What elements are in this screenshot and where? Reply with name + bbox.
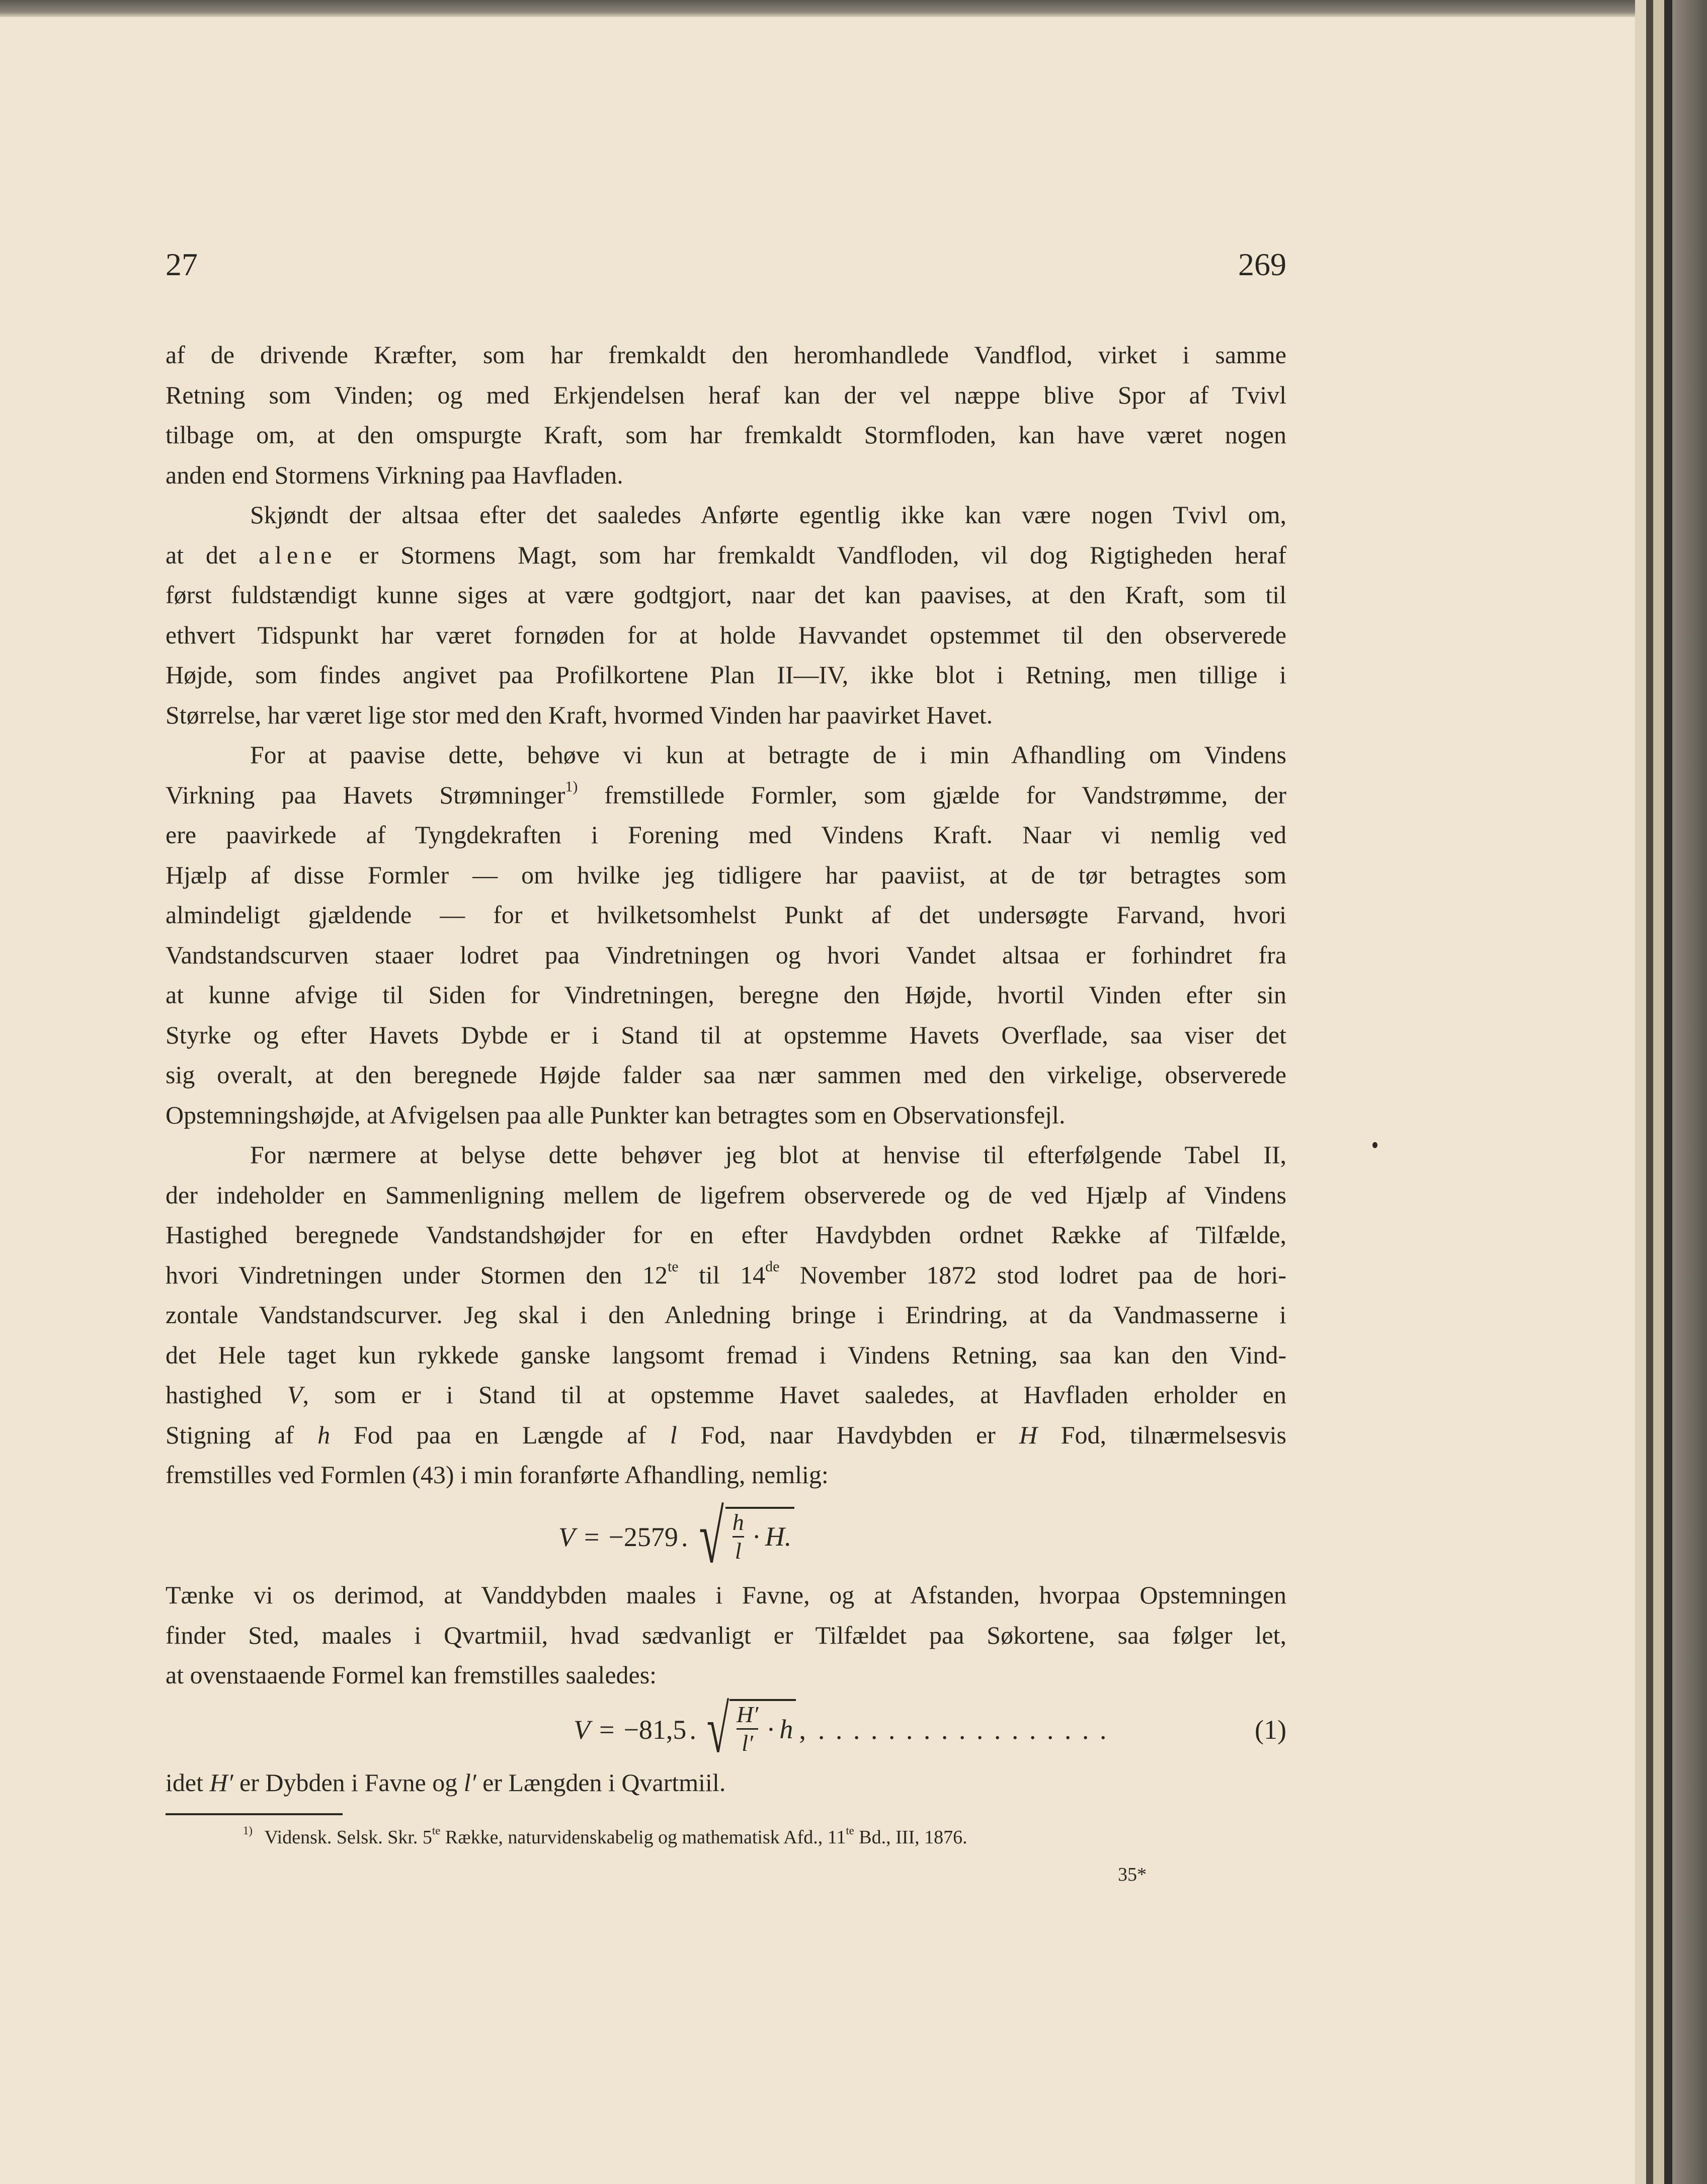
text-line: ethvert Tidspunkt har været fornøden for at holde Havvandet opstemmet til den observerede [166, 620, 1286, 649]
paragraph-6 [166, 1763, 1286, 1803]
formula-dot: . [681, 1522, 688, 1552]
square-root [691, 1495, 794, 1579]
fraction [733, 1509, 744, 1565]
footnote [243, 1825, 967, 1849]
text-line: at ovenstaaende Formel kan fremstilles saaledes: [166, 1661, 657, 1689]
text-line: at kunne afvige til Siden for Vindretningen, beregne den Højde, hvortil Vinden efter sin [166, 981, 1286, 1009]
formula-lhs: V [574, 1714, 590, 1745]
footnote-text: Bd., III, 1876. [854, 1827, 967, 1848]
text-segment: er Stormens Magt, som har fremkaldt Vandfloden, vil dog Rigtigheden heraf [337, 540, 1287, 569]
superscript: 1) [565, 778, 578, 795]
denominator: l [735, 1538, 742, 1564]
text-line: Størrelse, har været lige stor med den Kraft, hvormed Vinden har paavirket Havet. [166, 700, 993, 729]
text-segment: hastighed [166, 1381, 287, 1409]
book-top-edge [0, 0, 1707, 17]
formula-equals: = [599, 1714, 615, 1745]
formula-variable: H. [765, 1521, 792, 1552]
radical-sign-icon: √ [699, 1495, 724, 1579]
left-page-number: 27 [166, 247, 198, 282]
text-line: finder Sted, maales i Qvartmiil, hvad sædvanligt er Tilfældet paa Søkortene, saa følger let, [166, 1621, 1286, 1649]
times-sign: · [766, 1714, 776, 1744]
formula-variable: h [779, 1714, 793, 1744]
text-line [166, 1375, 1286, 1415]
text-segment: er Dybden i Favne og [233, 1768, 464, 1797]
paragraph-5 [166, 1575, 1286, 1695]
text-line [166, 775, 1286, 816]
footnote-text: Række, naturvidenskabelig og mathematisk Afd., 11 [440, 1827, 846, 1848]
dot-leader: . . . . . . . . . . . . . . . . . [818, 1714, 1109, 1745]
paragraph [166, 735, 1286, 1135]
numerator: h [732, 1509, 744, 1535]
text-segment: hvori Vindretningen under Stormen den 12 [166, 1260, 668, 1289]
text-line: sig overalt, at den beregnede Højde falder saa nær sammen med den virkelige, observerede [166, 1061, 1286, 1089]
text-segment: er Længden i Qvartmiil. [476, 1768, 726, 1797]
formula-coefficient: −81,5 [623, 1714, 687, 1745]
footnote-text: Vidensk. Selsk. Skr. 5 [264, 1827, 432, 1848]
footnote-superscript: te [846, 1824, 854, 1837]
footnote-superscript: te [432, 1824, 441, 1837]
text-line: anden end Stormens Virkning paa Havfladen. [166, 460, 623, 489]
numerator: H′ [737, 1702, 759, 1727]
text-line: ere paavirkede af Tyngdekraften i Forening med Vindens Kraft. Naar vi nemlig ved [166, 821, 1286, 849]
radicand [729, 1699, 796, 1757]
text-segment: November 1872 stod lodret paa de hori- [779, 1260, 1286, 1289]
math-variable: l [670, 1420, 677, 1449]
denominator: l′ [742, 1730, 754, 1756]
page-edge-strip [1672, 0, 1707, 2184]
text-line: Hjælp af disse Formler — om hvilke jeg tidligere har paaviist, at de tør betragtes som [166, 860, 1286, 889]
text-line: Højde, som findes angivet paa Profilkortene Plan II—IV, ikke blot i Retning, men tillige i [166, 661, 1286, 689]
paragraph [166, 335, 1286, 495]
formula-coefficient: −2579 [608, 1522, 678, 1552]
text-line: tilbage om, at den omspurgte Kraft, som har fremkaldt Stormfloden, kan have været nogen [166, 421, 1286, 449]
text-line: Tænke vi os derimod, at Vanddybden maales i Favne, og at Afstanden, hvorpaa Opstemningen [166, 1581, 1286, 1609]
text-segment: Stigning af [166, 1420, 318, 1449]
text-segment: Virkning paa Havets Strømninger [166, 780, 565, 809]
math-variable: V [287, 1381, 303, 1409]
math-variable: H [1019, 1420, 1037, 1449]
footnote-marker: 1) [243, 1824, 253, 1837]
math-variable: H′ [209, 1768, 233, 1797]
text-line: almindeligt gjældende — for et hvilketsomhelst Punkt af det undersøgte Farvand, hvori [166, 901, 1286, 929]
footnote-separator [166, 1813, 343, 1815]
body-text [166, 335, 1286, 1495]
text-line: For at paavise dette, behøve vi kun at betragte de i min Afhandling om Vindens [250, 741, 1286, 769]
text-line: først fuldstændigt kunne siges at være godtgjort, naar det kan paavises, at den Kraft, som til [166, 581, 1286, 609]
equation-number: (1) [1255, 1714, 1286, 1745]
text-segment: Fod, naar Havdybden er [677, 1420, 1019, 1449]
text-line: For nærmere at belyse dette behøver jeg blot at henvise til efterfølgende Tabel II, [250, 1141, 1286, 1169]
radical-sign-icon: √ [706, 1692, 729, 1767]
superscript: de [765, 1258, 780, 1275]
text-segment: alene [259, 540, 337, 569]
text-segment: at det [166, 540, 259, 569]
times-sign: · [752, 1521, 761, 1552]
text-segment: Fod, tilnærmelsesvis [1037, 1420, 1286, 1449]
text-line: Vandstandscurven staaer lodret paa Vindretningen og hvori Vandet altsaa er forhindret fra [166, 940, 1286, 969]
text-segment: Fod paa en Længde af [330, 1420, 670, 1449]
paragraph [166, 495, 1286, 735]
text-segment: fremstillede Formler, som gjælde for Vandstrømme, der [578, 780, 1286, 809]
text-line [166, 1415, 1286, 1455]
text-line: fremstilles ved Formlen (43) i min foranførte Afhandling, nemlig: [166, 1461, 829, 1489]
signature-mark: 35* [1118, 1864, 1147, 1885]
radicand [725, 1507, 794, 1565]
math-variable: l′ [463, 1768, 476, 1797]
ink-speck [1372, 1142, 1377, 1148]
formula-comma: , [799, 1714, 806, 1745]
paragraph [166, 1135, 1286, 1495]
text-segment: , som er i Stand til at opstemme Havet saaledes, at Havfladen erholder en [302, 1381, 1286, 1409]
superscript: te [667, 1258, 679, 1275]
text-line [166, 1255, 1286, 1296]
text-line: Hastighed beregnede Vandstandshøjder for en efter Havdybden ordnet Række af Tilfælde, [166, 1221, 1286, 1249]
math-variable: h [317, 1420, 331, 1449]
text-line: Retning som Vinden; og med Erkjendelsen heraf kan der vel næppe blive Spor af Tvivl [166, 380, 1286, 409]
formula-equals: = [584, 1522, 600, 1552]
text-segment: til 14 [678, 1260, 766, 1289]
text-line: der indeholder en Sammenligning mellem de ligefrem observerede og de ved Hjælp af Vindens [166, 1180, 1286, 1209]
text-line: det Hele taget kun rykkede ganske langsomt fremad i Vindens Retning, saa kan den Vind- [166, 1340, 1286, 1369]
square-root [699, 1692, 796, 1767]
page-edge-strip [1664, 0, 1672, 2184]
page-edge-strip [1635, 0, 1646, 2184]
text-line: Opstemningshøjde, at Afvigelsen paa alle Punkter kan betragtes som en Observationsfejl. [166, 1100, 1066, 1129]
page-edge-strip [1646, 0, 1653, 2184]
formula-1 [558, 1497, 794, 1577]
fraction [737, 1701, 758, 1757]
formula-dot: . [689, 1714, 696, 1745]
text-line: Skjøndt der altsaa efter det saaledes Anførte egentlig ikke kan være nogen Tvivl om, [250, 501, 1286, 529]
formula-2 [574, 1692, 1286, 1767]
text-line [166, 535, 1286, 576]
formula-lhs: V [558, 1522, 575, 1552]
text-segment: idet [166, 1768, 210, 1797]
text-line [166, 1763, 1286, 1803]
page-edge-strip [1653, 0, 1664, 2184]
text-line: zontale Vandstandscurver. Jeg skal i den Anledning bringe i Erindring, at da Vandmasserne i [166, 1301, 1286, 1329]
right-page-number: 269 [1238, 247, 1286, 282]
text-line: af de drivende Kræfter, som har fremkaldt den heromhandlede Vandflod, virket i samme [166, 341, 1286, 369]
text-line: Styrke og efter Havets Dybde er i Stand til at opstemme Havets Overflade, saa viser det [166, 1020, 1286, 1049]
